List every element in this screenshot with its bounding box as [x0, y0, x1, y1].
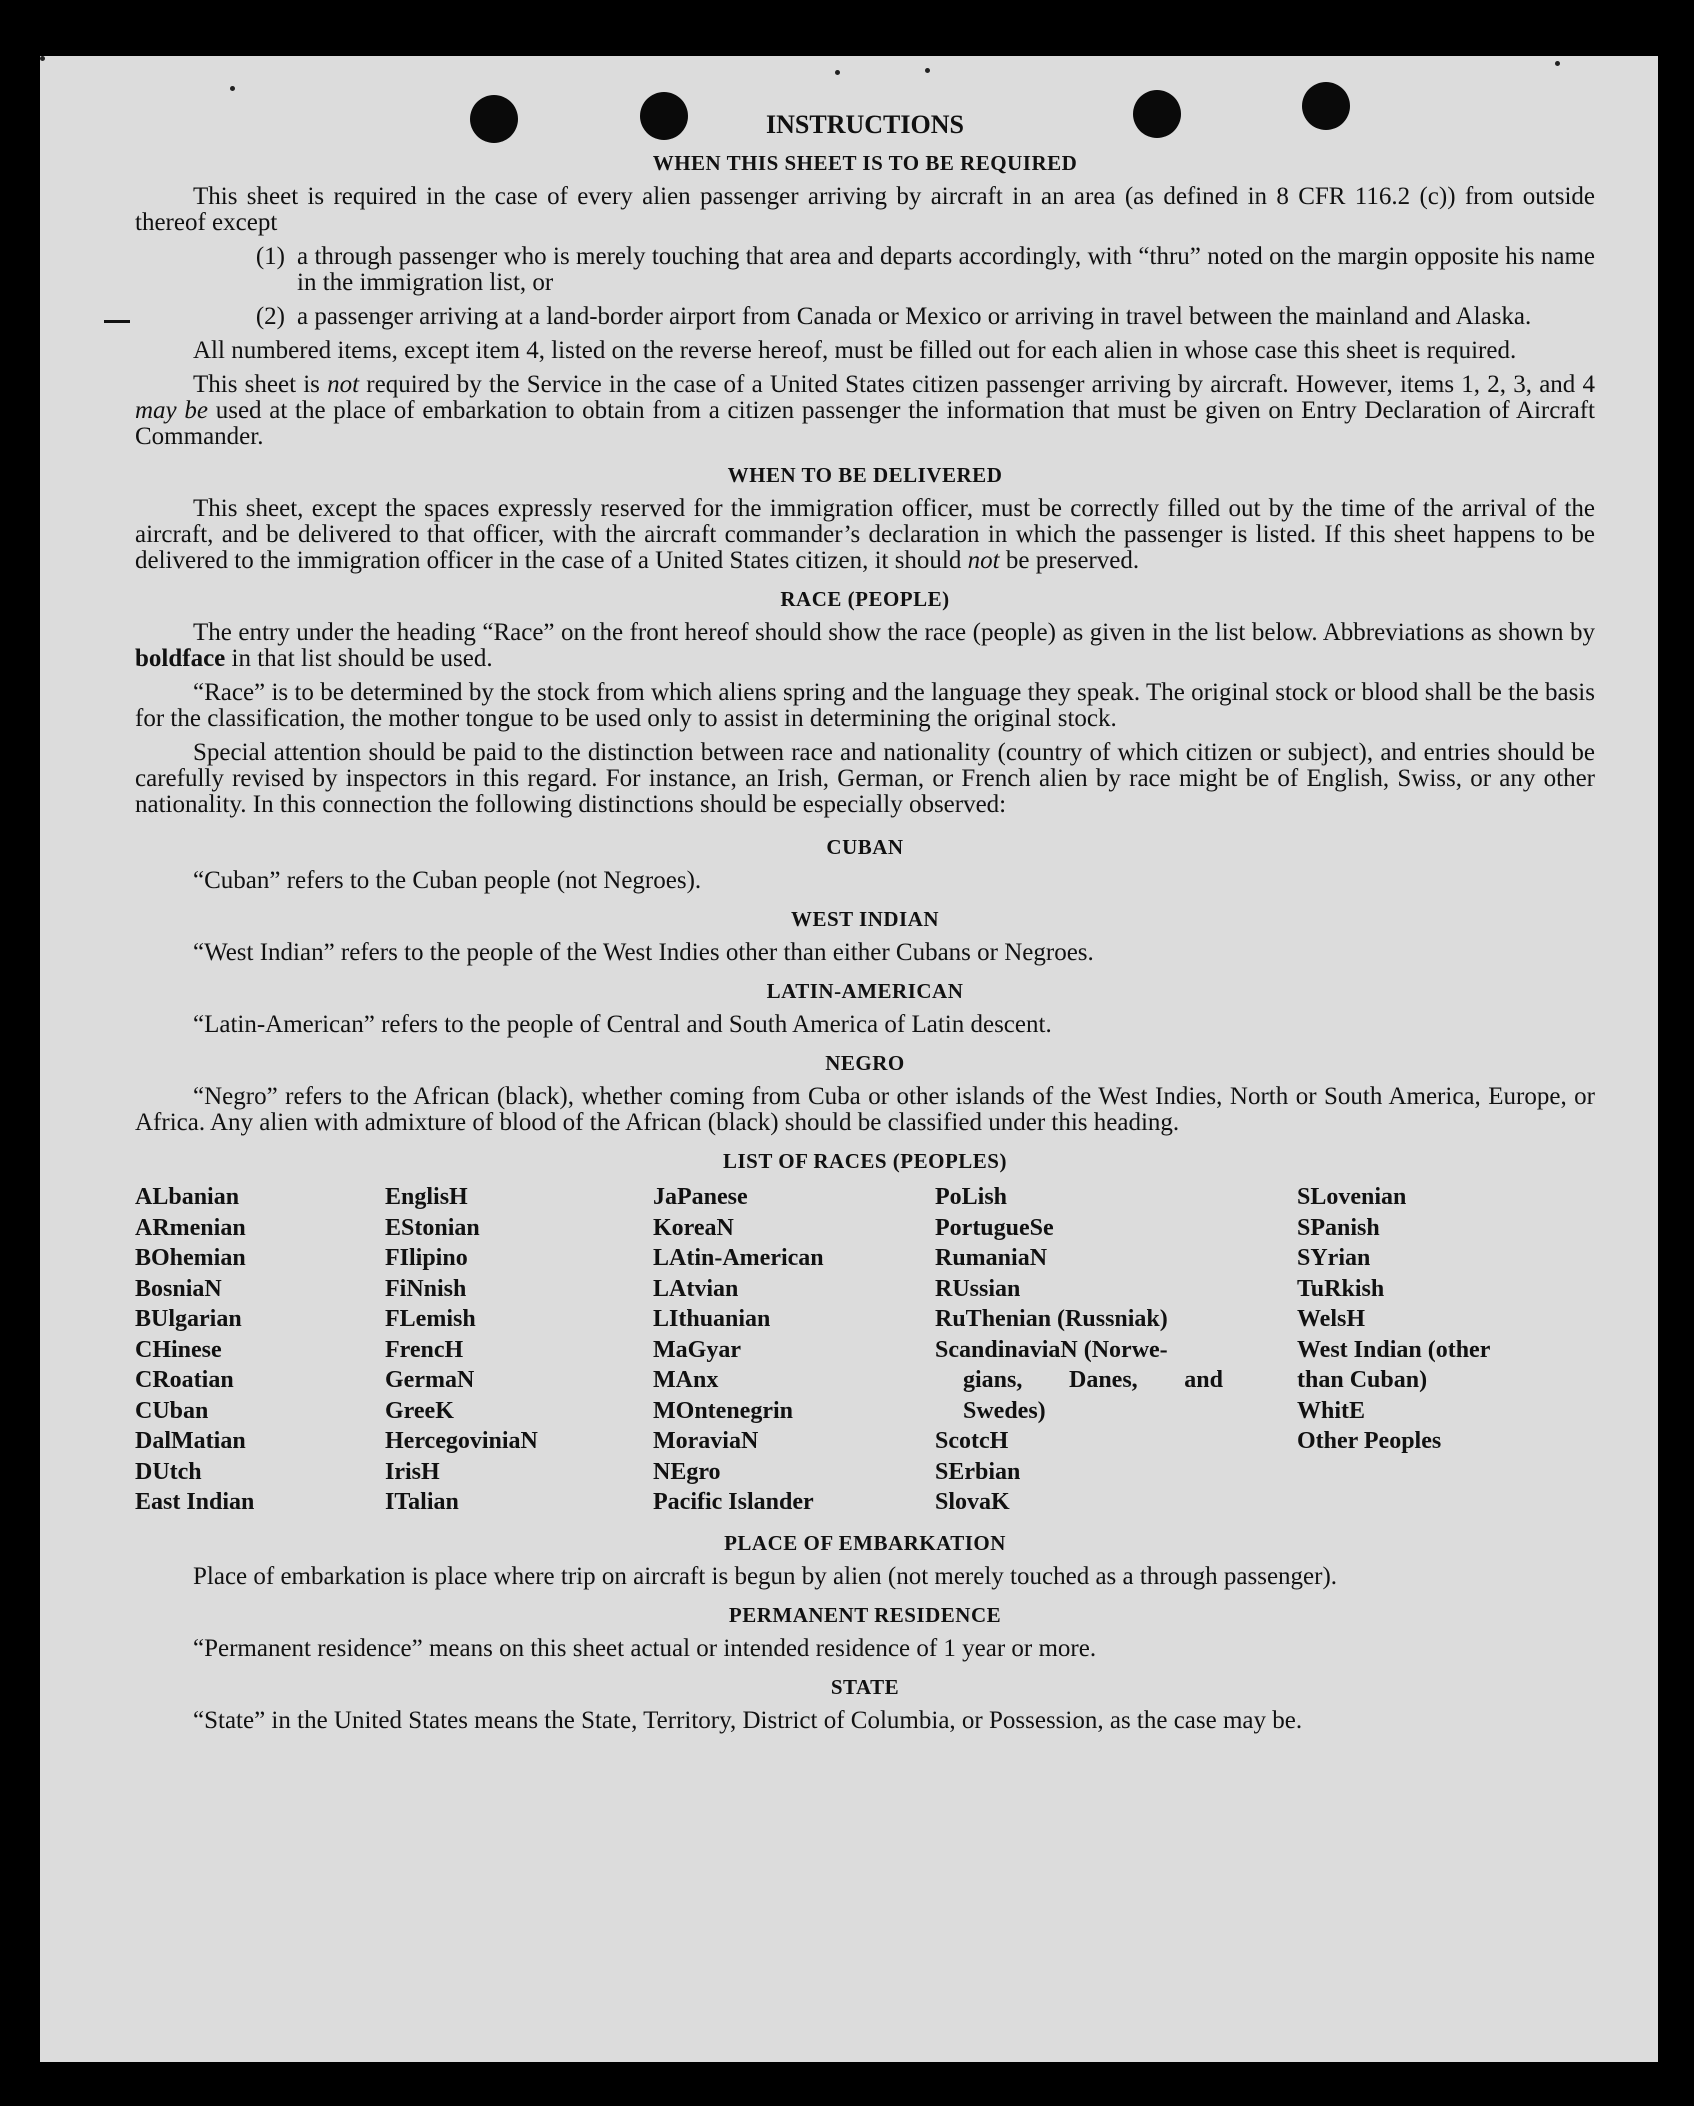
- race-entry: NEgro: [653, 1458, 721, 1485]
- race-entry: JaPanese: [653, 1184, 748, 1210]
- race-column: [135, 1182, 385, 1518]
- section-heading: WEST INDIAN: [790, 907, 940, 931]
- race-entry: IrisH: [385, 1458, 440, 1485]
- race-entry: DalMatian: [135, 1428, 246, 1454]
- paragraph: Special attention should be paid to the distinction between race and nationality (country of which citizen or subject), and entries should be carefully revised by inspectors in this regard. For instance, an Irish, German, or French alien by race might be of English, Swiss, or any other nationality. In this connection the following distinctions should be especially observed:: [135, 739, 1595, 818]
- race-entry: EnglisH: [385, 1184, 468, 1210]
- race-entry: ITalian: [385, 1489, 459, 1515]
- race-entry: [935, 1365, 1223, 1396]
- race-entry: GreeK: [385, 1397, 454, 1424]
- paragraph: All numbered items, except item 4, listed on the reverse hereof, must be filled out for each alien in whose case this sheet is required.: [193, 337, 1517, 364]
- text-run: This sheet is: [193, 371, 328, 398]
- race-entry: MaGyar: [653, 1336, 741, 1363]
- race-entry: CHinese: [135, 1336, 222, 1363]
- paragraph: [135, 620, 1595, 672]
- paragraph: “Latin-American” refers to the people of Central and South America of Latin descent.: [193, 1011, 1052, 1038]
- text-run: in that list should be used.: [225, 645, 493, 672]
- race-entry: SErbian: [935, 1458, 1021, 1485]
- paragraph: This sheet is required in the case of every alien passenger arriving by aircraft in an area (as defined in 8 CFR 116.2 (c)) from outside thereof except: [135, 183, 1595, 236]
- word: Danes,: [1068, 1367, 1138, 1393]
- paragraph: “Race” is to be determined by the stock from which aliens spring and the language they speak. The original stock or blood shall be the basis for the classification, the mother tongue to be used only to assist in determining the original stock.: [135, 679, 1595, 732]
- text-run: This sheet, except the spaces expressly reserved for the immigration officer, must be correctly filled out by the time of the arrival of the aircraft, and be delivered to that officer, with the aircraft commander’s declaration in which the passenger is listed. If this sheet happens to be delivered to the immigration officer in the case of a United States citizen, it should: [135, 495, 1595, 574]
- emphasis: may be: [135, 397, 208, 424]
- paragraph: “Cuban” refers to the Cuban people (not Negroes).: [193, 867, 702, 894]
- race-entry: FiNnish: [385, 1275, 467, 1302]
- section-heading: WHEN THIS SHEET IS TO BE REQUIRED: [652, 151, 1078, 175]
- race-entry: BosniaN: [135, 1275, 222, 1302]
- bold-text: boldface: [135, 645, 226, 672]
- paragraph: [135, 372, 1595, 450]
- race-entry: ScandinaviaN (Norwe-: [935, 1336, 1168, 1363]
- margin-mark: [104, 320, 130, 323]
- race-entry: BOhemian: [135, 1245, 246, 1271]
- race-entry: GermaN: [385, 1367, 475, 1393]
- race-entry: TuRkish: [1297, 1275, 1385, 1302]
- text-run: The entry under the heading “Race” on the front hereof should show the race (people) as given in the list below. Abbreviations as shown by: [193, 619, 1595, 646]
- text-run: used at the place of embarkation to obtain from a citizen passenger the information that must be given on Entry Declaration of Aircraft Commander.: [135, 397, 1596, 450]
- paragraph: “State” in the United States means the State, Territory, District of Columbia, or Possession, as the case may be.: [193, 1706, 1303, 1734]
- race-column: [1297, 1182, 1552, 1518]
- race-entry: ARmenian: [135, 1214, 246, 1241]
- race-column: [935, 1182, 1297, 1518]
- race-entry: LAtvian: [653, 1275, 739, 1302]
- race-entry: than Cuban): [1297, 1367, 1428, 1393]
- race-entry: Other Peoples: [1297, 1428, 1442, 1454]
- race-entry: MAnx: [653, 1367, 719, 1393]
- race-entry: WelsH: [1297, 1306, 1366, 1332]
- paragraph: Place of embarkation is place where trip on aircraft is begun by alien (not merely touched as a through passenger).: [193, 1562, 1338, 1590]
- list-item: [135, 244, 1595, 296]
- list-item: [135, 304, 1595, 330]
- race-entry: SLovenian: [1297, 1184, 1407, 1210]
- speck: [40, 56, 45, 61]
- race-entry: WhitE: [1297, 1397, 1366, 1424]
- race-entry: CUban: [135, 1397, 209, 1424]
- race-entry: FIlipino: [385, 1245, 468, 1271]
- race-column: [385, 1182, 653, 1518]
- item-number: (2): [255, 303, 285, 330]
- race-entry: MOntenegrin: [653, 1397, 793, 1424]
- text-run: required by the Service in the case of a United States citizen passenger arriving by aircraft. However, items 1, 2, 3, and 4: [359, 371, 1595, 398]
- race-entry: SYrian: [1297, 1245, 1371, 1271]
- emphasis: not: [967, 547, 1000, 574]
- race-entry: PortugueSe: [935, 1214, 1054, 1241]
- section-heading: CUBAN: [826, 835, 904, 859]
- paragraph: “West Indian” refers to the people of the West Indies other than either Cubans or Negroes.: [193, 939, 1094, 966]
- race-entry: ScotcH: [935, 1428, 1009, 1454]
- speck: [230, 86, 235, 91]
- document-body: [135, 112, 1595, 1742]
- speck: [1555, 61, 1560, 66]
- section-heading: STATE: [830, 1674, 900, 1699]
- race-entry: LIthuanian: [653, 1306, 771, 1332]
- race-entry: FLemish: [385, 1306, 476, 1332]
- speck: [835, 70, 840, 75]
- item-text: a passenger arriving at a land-border airport from Canada or Mexico or arriving in travel between the mainland and Alaska.: [297, 303, 1532, 330]
- paragraph: [135, 496, 1595, 574]
- word: and: [1184, 1367, 1223, 1393]
- race-entry: KoreaN: [653, 1214, 734, 1241]
- text-run: be preserved.: [999, 547, 1140, 574]
- paragraph: “Negro” refers to the African (black), whether coming from Cuba or other islands of the West Indies, North or South America, Europe, or Africa. Any alien with admixture of blood of the African (black) should be classified under this heading.: [135, 1083, 1595, 1136]
- race-column: [653, 1182, 935, 1518]
- race-entry: ALbanian: [135, 1184, 240, 1210]
- race-list: [135, 1182, 1595, 1518]
- paragraph: “Permanent residence” means on this sheet actual or intended residence of 1 year or more.: [193, 1634, 1097, 1662]
- section-heading: LATIN-AMERICAN: [766, 979, 964, 1003]
- section-heading: WHEN TO BE DELIVERED: [727, 463, 1003, 487]
- item-text: a through passenger who is merely touching that area and departs accordingly, with “thru” noted on the margin opposite his name in the immigration list, or: [297, 243, 1595, 296]
- emphasis: not: [327, 371, 360, 398]
- race-entry: FrencH: [385, 1336, 464, 1363]
- section-heading: NEGRO: [825, 1051, 905, 1075]
- race-entry: RumaniaN: [935, 1245, 1048, 1271]
- race-entry: EStonian: [385, 1214, 480, 1241]
- document-sheet: [40, 56, 1658, 2062]
- race-entry: MoraviaN: [653, 1428, 759, 1454]
- race-entry: DUtch: [135, 1458, 202, 1485]
- race-entry: Swedes): [963, 1397, 1046, 1424]
- race-entry: RUssian: [935, 1275, 1021, 1302]
- race-entry: BUlgarian: [135, 1306, 242, 1332]
- race-entry: SPanish: [1297, 1214, 1380, 1241]
- race-entry: RuThenian (Russniak): [935, 1306, 1168, 1332]
- item-number: (1): [255, 243, 285, 270]
- section-heading: PLACE OF EMBARKATION: [724, 1530, 1006, 1555]
- race-entry: HercegoviniaN: [385, 1428, 538, 1454]
- race-entry: LAtin-American: [653, 1245, 824, 1271]
- race-entry: CRoatian: [135, 1367, 234, 1393]
- speck: [925, 68, 930, 73]
- race-entry: SlovaK: [935, 1489, 1010, 1515]
- section-heading: LIST OF RACES (PEOPLES): [723, 1149, 1007, 1173]
- word: gians,: [963, 1367, 1023, 1393]
- race-entry: East Indian: [135, 1489, 255, 1515]
- page-title: INSTRUCTIONS: [766, 110, 964, 139]
- section-heading: RACE (PEOPLE): [780, 587, 950, 611]
- race-entry: Pacific Islander: [653, 1489, 814, 1515]
- race-entry: PoLish: [935, 1184, 1008, 1210]
- race-entry: West Indian (other: [1297, 1336, 1491, 1363]
- section-heading: PERMANENT RESIDENCE: [728, 1602, 1002, 1627]
